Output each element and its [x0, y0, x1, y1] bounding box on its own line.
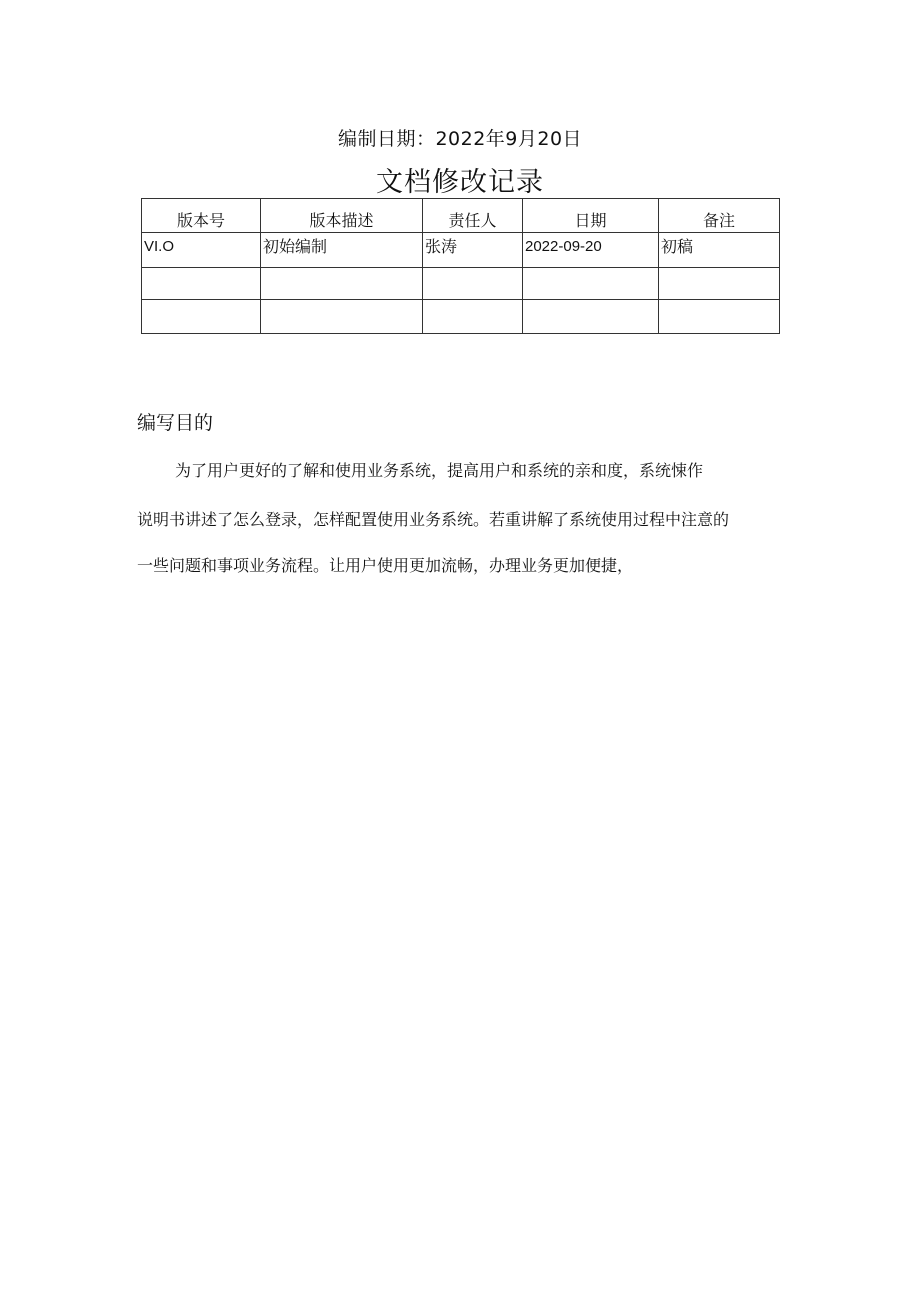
cell-description	[261, 268, 423, 300]
table-row	[142, 300, 780, 334]
cell-description	[261, 300, 423, 334]
cell-owner	[423, 268, 523, 300]
cell-remarks: 初稿	[659, 233, 780, 268]
table-header-row	[142, 199, 780, 233]
column-header-owner: 责任人	[423, 199, 523, 233]
document-title: 文档修改记录	[376, 167, 544, 198]
cell-description: 初始编制	[261, 233, 423, 268]
cell-remarks	[659, 268, 780, 300]
column-header-description: 版本描述	[261, 199, 423, 233]
cell-date	[523, 268, 659, 300]
cell-version	[142, 268, 261, 300]
cell-remarks	[659, 300, 780, 334]
cell-date	[523, 300, 659, 334]
compile-date: 编制日期：2022年9月20日	[337, 128, 583, 150]
cell-owner	[423, 300, 523, 334]
cell-owner: 张涛	[423, 233, 523, 268]
cell-version	[142, 300, 261, 334]
purpose-paragraph-line-1: 为了用户更好的了解和使用业务系统，提高用户和系统的亲和度，系统悚作	[175, 461, 704, 480]
column-header-version: 版本号	[142, 199, 261, 233]
column-header-date: 日期	[523, 199, 659, 233]
cell-version: VI.O	[142, 233, 261, 268]
purpose-heading: 编写目的	[137, 412, 214, 434]
table-row	[142, 233, 780, 268]
column-header-remarks: 备注	[659, 199, 780, 233]
revision-record-table	[141, 198, 780, 334]
cell-date: 2022-09-20	[523, 233, 659, 268]
purpose-paragraph-line-3: 一些问题和事项业务流程。让用户使用更加流畅，办理业务更加便捷，	[137, 556, 634, 575]
purpose-paragraph-line-2: 说明书讲述了怎么登录，怎样配置使用业务系统。若重讲解了系统使用过程中注意的	[137, 510, 730, 529]
table-row	[142, 268, 780, 300]
